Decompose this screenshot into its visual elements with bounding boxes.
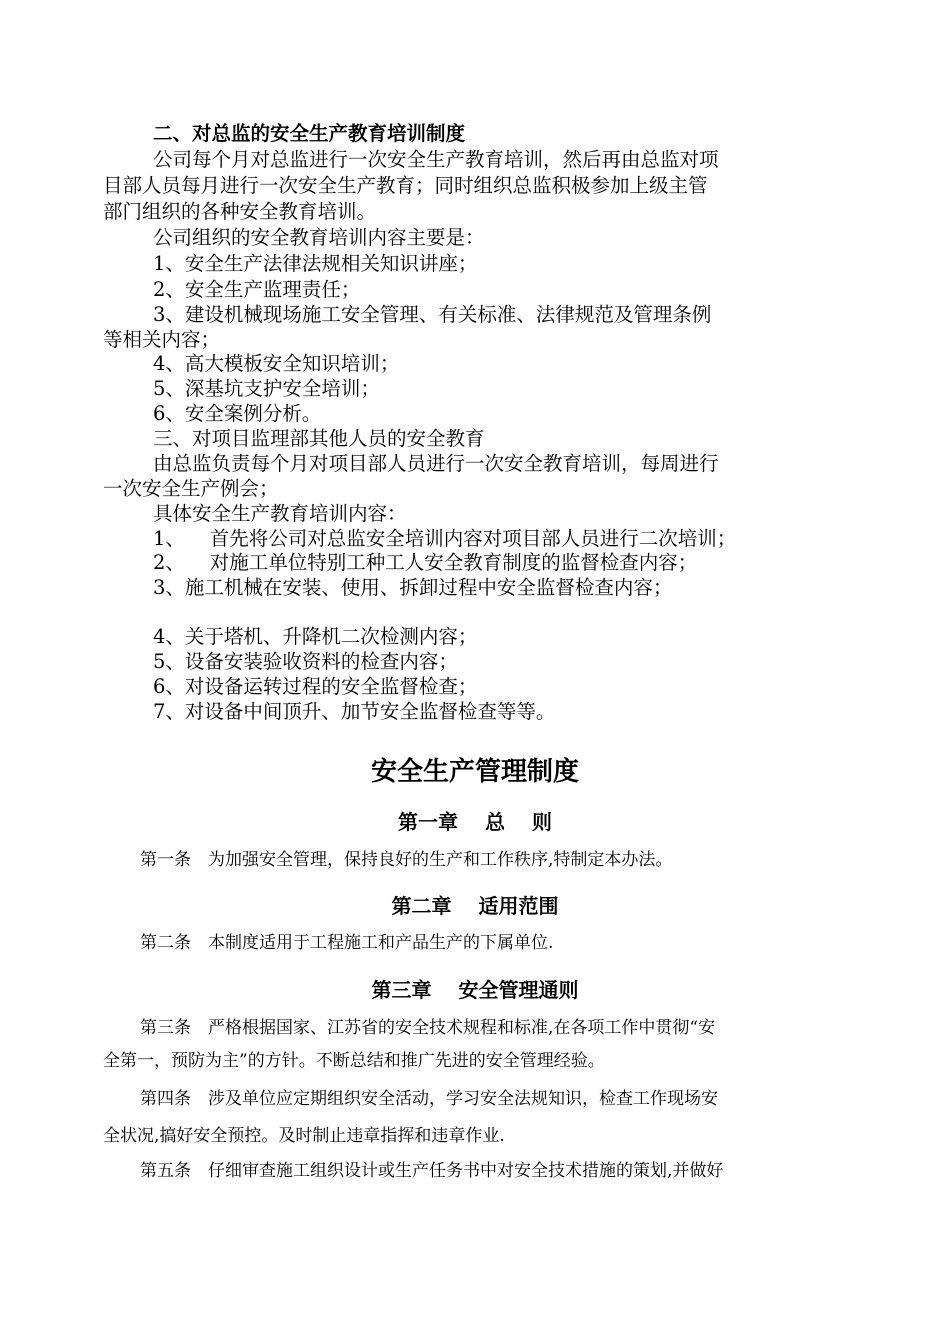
list-item-continuation: 等相关内容； xyxy=(103,328,221,351)
list-item: 3、施工机械在安装、使用、拆卸过程中安全监督检查内容； xyxy=(153,576,673,599)
chapter-heading: 第三章 安全管理通则 xyxy=(371,978,579,1002)
article-line: 第一条 为加强安全管理，保持良好的生产和工作秩序,特制定本办法。 xyxy=(140,850,673,870)
paragraph-line: 目部人员每月进行一次安全生产教育；同时组织总监积极参加上级主管 xyxy=(103,174,708,197)
list-intro: 具体安全生产教育培训内容： xyxy=(153,502,407,525)
list-item: 5、设备安装验收资料的检查内容； xyxy=(153,650,458,673)
list-item: 5、深基坑支护安全培训； xyxy=(153,377,380,400)
document-title: 安全生产管理制度 xyxy=(370,757,579,787)
chapter-heading: 第二章 适用范围 xyxy=(391,894,559,918)
list-item: 1、 首先将公司对总监安全培训内容对项目部人员进行二次培训； xyxy=(153,527,737,550)
list-item: 4、高大模板安全知识培训； xyxy=(153,352,400,375)
article-line: 第二条 本制度适用于工程施工和产品生产的下属单位. xyxy=(140,933,554,953)
list-item: 1、安全生产法律法规相关知识讲座； xyxy=(153,252,478,275)
list-item: 7、对设备中间顶升、加节安全监督检查等等。 xyxy=(153,700,556,723)
article-line: 第三条 严格根据国家、江苏省的安全技术规程和标准,在各项工作中贯彻“安 xyxy=(140,1018,716,1038)
list-item: 6、对设备运转过程的安全监督检查； xyxy=(153,675,478,698)
list-item: 2、安全生产监理责任； xyxy=(153,278,361,301)
paragraph-line: 由总监负责每个月对项目部人员进行一次安全教育培训，每周进行 xyxy=(153,452,719,475)
list-item: 6、安全案例分析。 xyxy=(153,402,322,425)
section-heading-staff-education: 三、对项目监理部其他人员的安全教育 xyxy=(153,427,485,450)
section-heading-supervisor-training: 二、对总监的安全生产教育培训制度 xyxy=(153,122,466,145)
list-item: 4、关于塔机、升降机二次检测内容； xyxy=(153,625,478,648)
article-line: 全状况,搞好安全预控。及时制止违章指挥和违章作业. xyxy=(103,1126,505,1146)
chapter-heading: 第一章 总 则 xyxy=(398,810,552,834)
article-line: 第五条 仔细审查施工组织设计或生产任务书中对安全技术措施的策划,并做好 xyxy=(140,1161,724,1181)
article-line: 全第一，预防为主”的方针。不断总结和推广先进的安全管理经验。 xyxy=(103,1051,605,1071)
article-line: 第四条 涉及单位应定期组织安全活动，学习安全法规知识，检查工作现场安 xyxy=(140,1089,718,1109)
list-intro: 公司组织的安全教育培训内容主要是： xyxy=(153,226,485,249)
list-item: 3、建设机械现场施工安全管理、有关标准、法律规范及管理条例 xyxy=(153,303,712,326)
paragraph-line: 公司每个月对总监进行一次安全生产教育培训，然后再由总监对项 xyxy=(153,148,719,171)
paragraph-line: 部门组织的各种安全教育培训。 xyxy=(103,200,377,223)
paragraph-line: 一次安全生产例会； xyxy=(103,477,279,500)
list-item: 2、 对施工单位特别工种工人安全教育制度的监督检查内容； xyxy=(153,551,698,574)
